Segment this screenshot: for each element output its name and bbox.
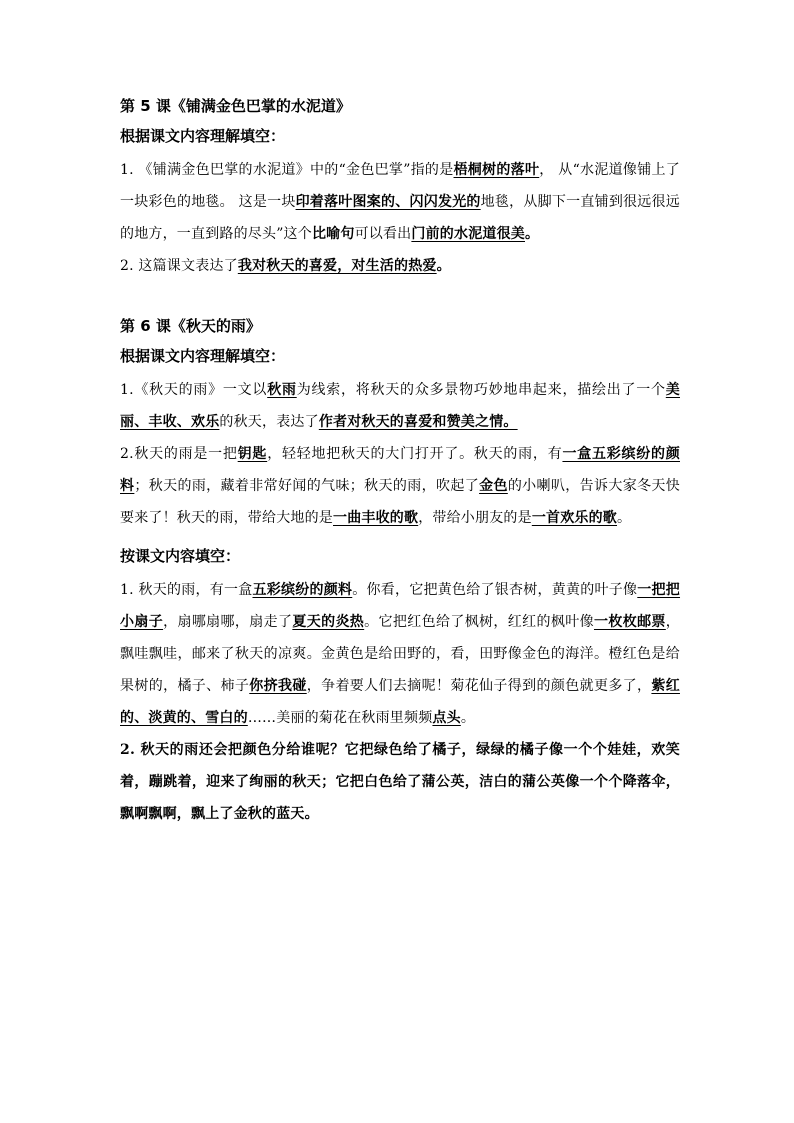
- lesson-5-heading: 根据课文内容理解填空：: [120, 127, 286, 145]
- lesson-6-heading-comprehension: 根据课文内容理解填空：: [120, 347, 286, 365]
- answer-text: 紫红的、淡黄的、雪白的: [120, 678, 680, 726]
- answer-text: 一曲丰收的歌: [333, 510, 419, 526]
- question-text: 为线索，将秋天的众多景物巧妙地串起来，描绘出了一个: [296, 382, 666, 398]
- answer-text: 点头: [432, 710, 461, 726]
- emphasis-text: 。: [436, 258, 451, 274]
- question-text: 1. 《铺满金色巴掌的水泥道》中的“金色巴掌”指的是: [120, 162, 454, 178]
- answer-text: 一枚枚邮票: [593, 614, 666, 630]
- question-item: [120, 154, 680, 250]
- question-item: [120, 438, 680, 534]
- lesson-5-items: [120, 154, 680, 282]
- question-text: ，带给小朋友的是: [418, 510, 532, 526]
- lesson-5-section: [120, 96, 680, 282]
- question-item: [120, 574, 680, 734]
- answer-text: 一把把小扇子: [120, 582, 681, 630]
- answer-text: 金色: [479, 478, 508, 494]
- answer-text: 美丽、丰收、欢乐: [120, 382, 680, 430]
- answer-text: 一首欢乐的歌: [531, 510, 618, 526]
- emphasis-text: 。: [525, 226, 540, 242]
- answer-text: 我对秋天的喜爱，对生活的热爱: [237, 258, 437, 274]
- question-text: 可以看出: [354, 226, 412, 242]
- answer-text: 夏天的炎热: [292, 614, 365, 630]
- question-text: ， 从“水泥道像铺上了一块彩色的地毯。 这是一块: [120, 162, 680, 210]
- emphasis-text: 2. 秋天的雨还会把颜色分给谁呢？它把绿色给了橘子，绿绿的橘子像一个个娃娃，欢笑着，蹦跳着，迎来了绚丽的秋天；它把白色给了蒲公英，洁白的蒲公英像一个个降落伞，飘啊飘啊，飘上了金秋的蓝天。: [120, 742, 680, 822]
- lesson-6-heading-fill: 按课文内容填空：: [120, 547, 241, 565]
- question-text: ；秋天的雨，藏着非常好闻的气味；秋天的雨，吹起了: [134, 478, 480, 494]
- question-text: 1. 秋天的雨，有一盒: [120, 582, 253, 598]
- document-content: [120, 96, 680, 830]
- question-text: 。你看，它把黄色给了银杏树，黄黄的叶子像: [352, 582, 638, 598]
- question-item: [120, 374, 680, 438]
- lesson-5-title: 第 5 课《铺满金色巴掌的水泥道》: [120, 97, 351, 115]
- answer-text: 你挤我碰: [249, 678, 307, 694]
- question-text: 的小喇叭，告诉大家冬天快要来了！秋天的雨，带给大地的是: [120, 478, 680, 526]
- lesson-6-fill-items: [120, 574, 680, 830]
- answer-text: 一盒五彩缤纷的颜料: [120, 446, 680, 494]
- question-text: ，飘哇飘哇，邮来了秋天的凉爽。金黄色是给田野的，看，田野像金色的海洋。橙红色是给果树的，橘子、柿子: [120, 614, 680, 694]
- question-item: [120, 734, 680, 830]
- question-text: 的秋天，表达了: [219, 414, 319, 430]
- answer-text: 梧桐树的落叶: [453, 162, 540, 178]
- question-text: 。: [460, 710, 476, 726]
- question-text: ……美丽的菊花在秋雨里频频: [247, 710, 433, 726]
- question-text: ，轻轻地把秋天的大门打开了。秋天的雨，有: [267, 446, 563, 462]
- answer-text: 钥匙: [237, 446, 268, 462]
- question-text: ，争着要人们去摘呢！菊花仙子得到的颜色就更多了，: [306, 678, 652, 694]
- question-text: 2.秋天的雨是一把: [120, 446, 238, 462]
- answer-text: 印着落叶图案的、闪闪发光的: [295, 194, 481, 210]
- question-text: 。它把红色给了枫树，红红的枫叶像: [364, 614, 594, 630]
- answer-text: 门前的水泥道很美: [411, 226, 525, 242]
- lesson-6-section: [120, 316, 680, 830]
- answer-text: 五彩缤纷的颜料: [252, 582, 353, 598]
- lesson-6-comprehension-items: [120, 374, 680, 534]
- question-text: 地毯，从脚下一直铺到很远很远的地方，一直到路的尽头”这个: [120, 194, 680, 242]
- answer-text: 秋雨: [267, 382, 297, 398]
- emphasis-text: 比喻句: [311, 226, 355, 242]
- question-text: 1.《秋天的雨》一文以: [120, 382, 268, 398]
- answer-text: 作者对秋天的喜爱和赞美之情。: [318, 414, 518, 430]
- question-item: [120, 250, 680, 282]
- question-text: 2. 这篇课文表达了: [120, 258, 238, 274]
- lesson-6-title: 第 6 课《秋天的雨》: [120, 317, 261, 335]
- question-text: ，扇哪扇哪，扇走了: [163, 614, 293, 630]
- question-text: 。: [617, 510, 632, 526]
